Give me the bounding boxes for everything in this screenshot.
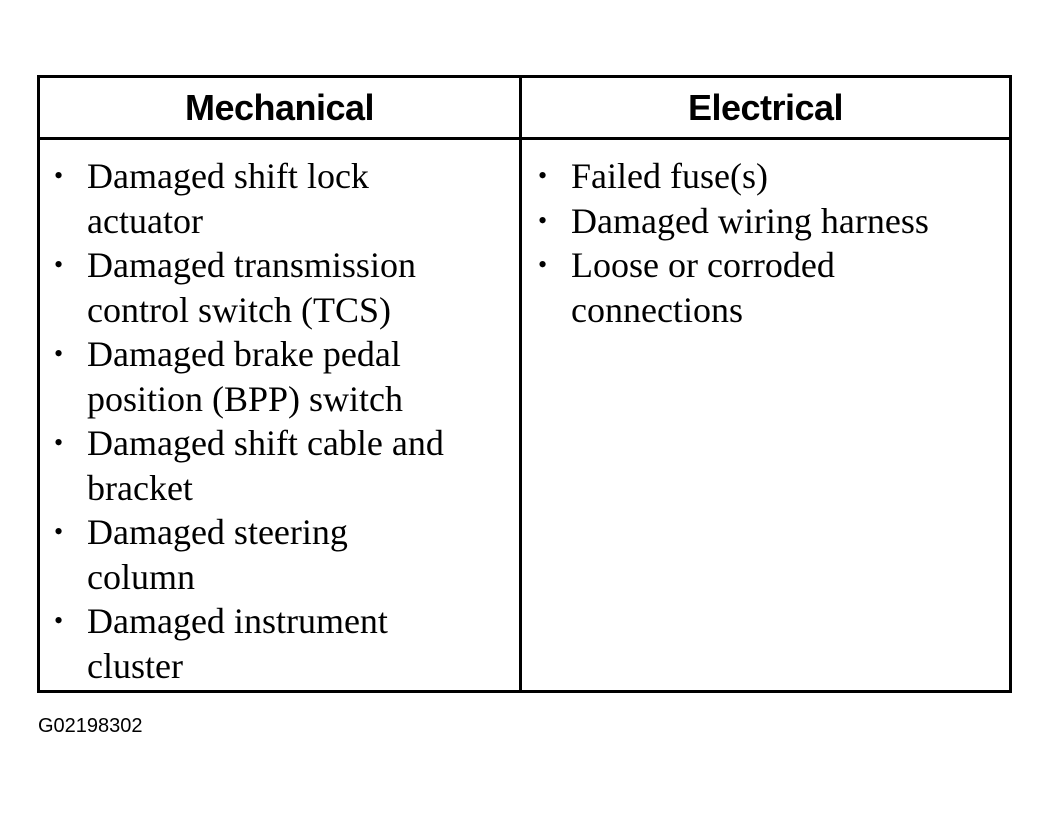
- list-item: [522, 243, 1009, 332]
- mechanical-list: [40, 154, 519, 688]
- figure-id: G02198302: [38, 715, 143, 737]
- item-line: connections: [571, 289, 743, 330]
- bullet-icon: •: [538, 250, 548, 279]
- header-mechanical: Mechanical: [40, 78, 522, 140]
- diagnosis-table: [37, 75, 1012, 693]
- item-line: Damaged wiring harness: [571, 200, 929, 241]
- item-line: actuator: [87, 200, 203, 241]
- bullet-icon: •: [54, 606, 64, 635]
- bullet-icon: •: [54, 339, 64, 368]
- electrical-column: [522, 140, 1009, 690]
- list-item: [522, 199, 1009, 244]
- list-item: [40, 332, 519, 421]
- bullet-icon: •: [54, 161, 64, 190]
- item-line: Failed fuse(s): [571, 156, 768, 196]
- item-line: cluster: [87, 645, 183, 686]
- list-item: [40, 510, 519, 599]
- item-line: column: [87, 556, 195, 597]
- list-item: [40, 421, 519, 510]
- item-line: Damaged steering: [87, 512, 348, 552]
- bullet-icon: •: [54, 517, 64, 546]
- list-item: [40, 154, 519, 243]
- item-line: Damaged transmission: [87, 245, 416, 285]
- bullet-icon: •: [538, 161, 548, 190]
- item-line: Damaged shift cable and: [87, 423, 444, 463]
- item-line: bracket: [87, 467, 193, 508]
- item-line: Loose or corroded: [571, 245, 835, 285]
- list-item: [40, 243, 519, 332]
- header-electrical: Electrical: [522, 78, 1009, 140]
- item-line: Damaged brake pedal: [87, 334, 401, 374]
- list-item: [522, 154, 1009, 199]
- item-line: Damaged instrument: [87, 601, 388, 641]
- bullet-icon: •: [54, 428, 64, 457]
- electrical-list: [522, 154, 1009, 332]
- item-line: Damaged shift lock: [87, 156, 369, 196]
- mechanical-column: [40, 140, 522, 690]
- list-item: [40, 599, 519, 688]
- bullet-icon: •: [538, 205, 548, 235]
- item-line: position (BPP) switch: [87, 378, 404, 419]
- item-line: control switch (TCS): [87, 289, 391, 330]
- bullet-icon: •: [54, 250, 64, 279]
